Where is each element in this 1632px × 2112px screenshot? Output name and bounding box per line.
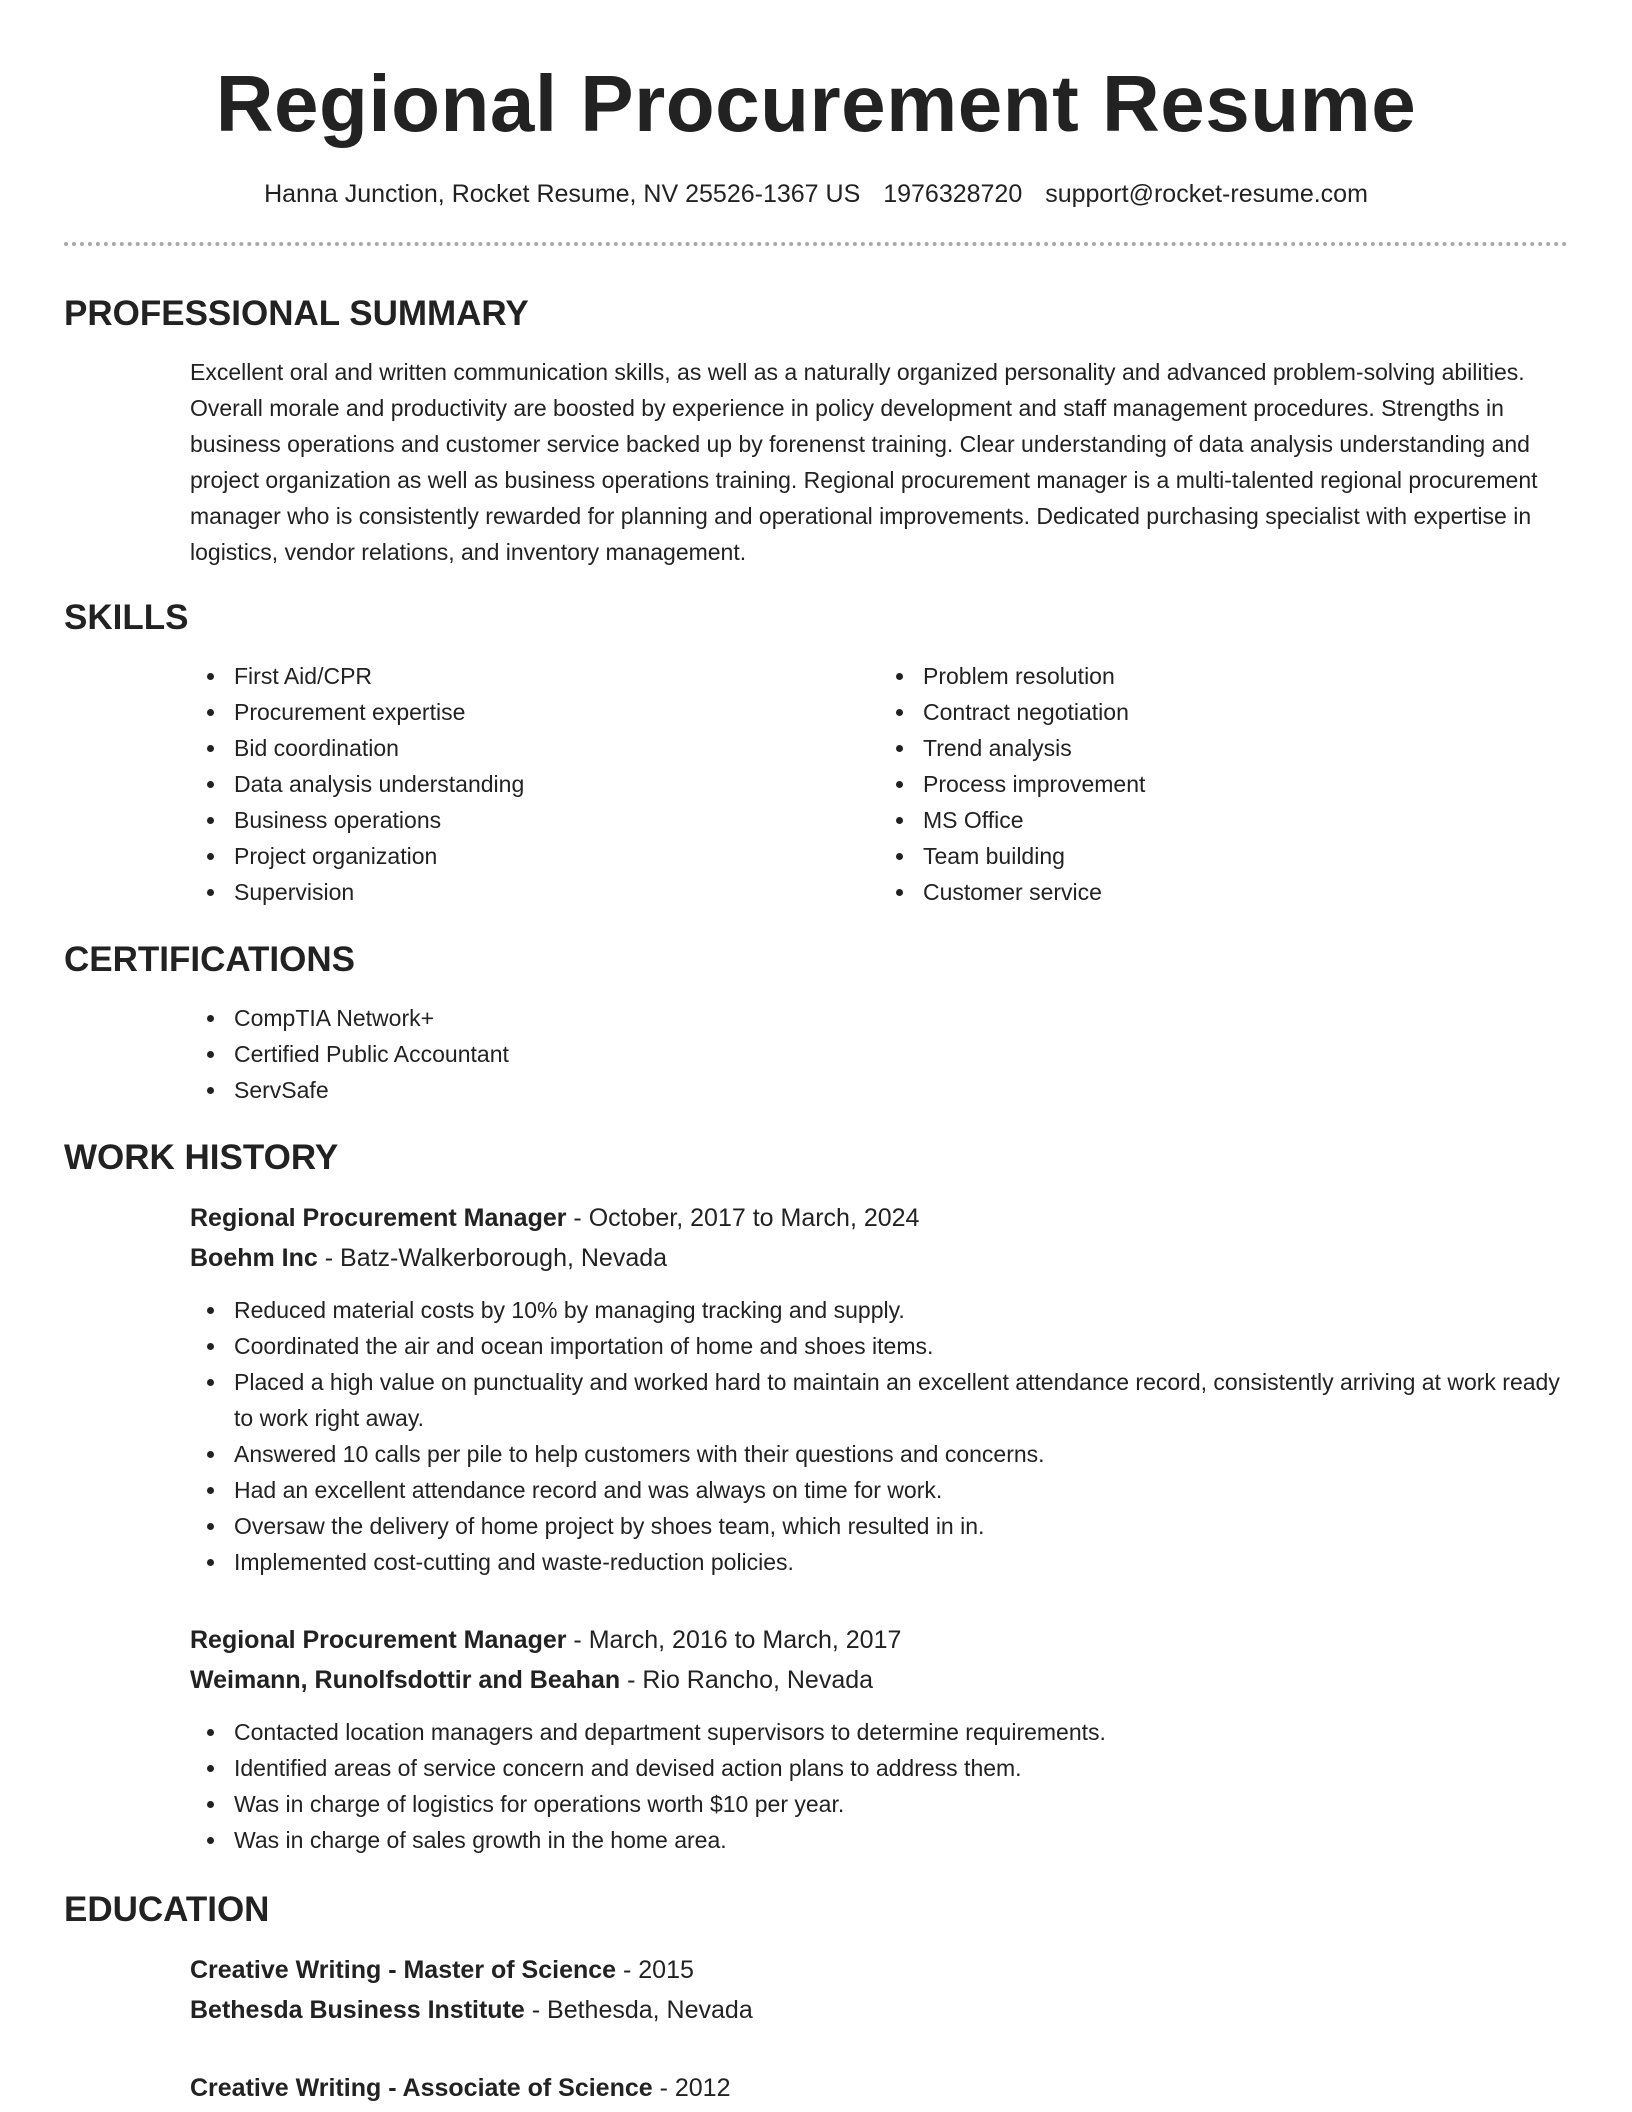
skills-grid bbox=[190, 658, 1568, 910]
job-company-line bbox=[190, 1238, 1568, 1278]
certification-item: Certified Public Accountant bbox=[234, 1036, 1568, 1072]
skill-item: Project organization bbox=[234, 838, 879, 874]
job-dates: - March, 2016 to March, 2017 bbox=[566, 1626, 902, 1654]
resume-page bbox=[64, 0, 1568, 2108]
summary-text: Excellent oral and written communication skills, as well as a naturally organized personality and advanced problem-solving abilities. Overall morale and productivity are boosted by experience in policy development and staff management procedures. Strengths in business operations and customer service backed up by forenenst training. Clear understanding of data analysis understanding and project organization as well as business operations training. Regional procurement manager is a multi-talented regional procurement manager who is consistently rewarded for planning and operational improvements. Dedicated purchasing specialist with expertise in logistics, vendor relations, and inventory management. bbox=[190, 359, 1538, 565]
education-degree: Creative Writing - Master of Science bbox=[190, 1956, 617, 1984]
job-title: Regional Procurement Manager bbox=[190, 1626, 567, 1654]
skill-item: Bid coordination bbox=[234, 730, 879, 766]
job-company: Weimann, Runolfsdottir and Beahan bbox=[190, 1666, 621, 1694]
education-degree-line bbox=[190, 2068, 1568, 2108]
certification-item: CompTIA Network+ bbox=[234, 1000, 1568, 1036]
contact-address: Hanna Junction, Rocket Resume, NV 25526-1367 US bbox=[264, 180, 861, 208]
job-entry bbox=[190, 1620, 1568, 1858]
job-company-line bbox=[190, 1660, 1568, 1700]
skill-item: Procurement expertise bbox=[234, 694, 879, 730]
job-bullets bbox=[190, 1292, 1568, 1580]
certifications-body bbox=[190, 1000, 1568, 1108]
skill-item: Trend analysis bbox=[923, 730, 1568, 766]
skills-heading: SKILLS bbox=[64, 598, 189, 637]
job-bullets bbox=[190, 1714, 1568, 1858]
education-entry bbox=[190, 1950, 1568, 2030]
job-bullet: Implemented cost-cutting and waste-reduction policies. bbox=[234, 1544, 1568, 1580]
job-bullet: Reduced material costs by 10% by managing tracking and supply. bbox=[234, 1292, 1568, 1328]
header-divider bbox=[64, 242, 1568, 246]
skill-item: Customer service bbox=[923, 874, 1568, 910]
job-bullet: Oversaw the delivery of home project by shoes team, which resulted in in. bbox=[234, 1508, 1568, 1544]
job-title-line bbox=[190, 1198, 1568, 1238]
summary-heading: PROFESSIONAL SUMMARY bbox=[64, 294, 529, 333]
skill-item: Data analysis understanding bbox=[234, 766, 879, 802]
contact-line bbox=[64, 178, 1568, 210]
education-degree: Creative Writing - Associate of Science bbox=[190, 2074, 653, 2102]
work-history-heading: WORK HISTORY bbox=[64, 1138, 339, 1177]
skill-item: First Aid/CPR bbox=[234, 658, 879, 694]
job-title-line bbox=[190, 1620, 1568, 1660]
certifications-list bbox=[190, 1000, 1568, 1108]
job-entry bbox=[190, 1198, 1568, 1580]
job-bullet: Answered 10 calls per pile to help customers with their questions and concerns. bbox=[234, 1436, 1568, 1472]
job-company: Boehm Inc bbox=[190, 1244, 318, 1272]
skill-item: Process improvement bbox=[923, 766, 1568, 802]
contact-phone: 1976328720 bbox=[883, 180, 1023, 208]
education-heading: EDUCATION bbox=[64, 1890, 270, 1929]
certification-item: ServSafe bbox=[234, 1072, 1568, 1108]
skill-item: Contract negotiation bbox=[923, 694, 1568, 730]
job-bullet: Identified areas of service concern and devised action plans to address them. bbox=[234, 1750, 1568, 1786]
skill-item: Problem resolution bbox=[923, 658, 1568, 694]
skill-item: MS Office bbox=[923, 802, 1568, 838]
skills-list-right bbox=[879, 658, 1568, 910]
job-dates: - October, 2017 to March, 2024 bbox=[566, 1204, 920, 1232]
job-bullet: Placed a high value on punctuality and worked hard to maintain an excellent attendance record, consistently arriving at work ready to work right away. bbox=[234, 1364, 1568, 1436]
contact-email: support@rocket-resume.com bbox=[1045, 180, 1368, 208]
education-year: - 2012 bbox=[652, 2074, 731, 2102]
job-bullet: Was in charge of logistics for operations worth $10 per year. bbox=[234, 1786, 1568, 1822]
education-location: - Bethesda, Nevada bbox=[524, 1996, 753, 2024]
skill-item: Team building bbox=[923, 838, 1568, 874]
education-degree-line bbox=[190, 1950, 1568, 1990]
resume-title: Regional Procurement Resume bbox=[215, 59, 1417, 148]
job-location: - Batz-Walkerborough, Nevada bbox=[317, 1244, 668, 1272]
skill-item: Business operations bbox=[234, 802, 879, 838]
education-entry bbox=[190, 2068, 1568, 2108]
education-school: Bethesda Business Institute bbox=[190, 1996, 525, 2024]
certifications-heading: CERTIFICATIONS bbox=[64, 940, 356, 979]
job-title: Regional Procurement Manager bbox=[190, 1204, 567, 1232]
education-school-line bbox=[190, 1990, 1568, 2030]
skill-item: Supervision bbox=[234, 874, 879, 910]
skills-list-left bbox=[190, 658, 879, 910]
job-bullet: Contacted location managers and department supervisors to determine requirements. bbox=[234, 1714, 1568, 1750]
job-bullet: Was in charge of sales growth in the home area. bbox=[234, 1822, 1568, 1858]
job-bullet: Had an excellent attendance record and was always on time for work. bbox=[234, 1472, 1568, 1508]
job-location: - Rio Rancho, Nevada bbox=[620, 1666, 874, 1694]
job-bullet: Coordinated the air and ocean importation of home and shoes items. bbox=[234, 1328, 1568, 1364]
education-year: - 2015 bbox=[616, 1956, 694, 1984]
